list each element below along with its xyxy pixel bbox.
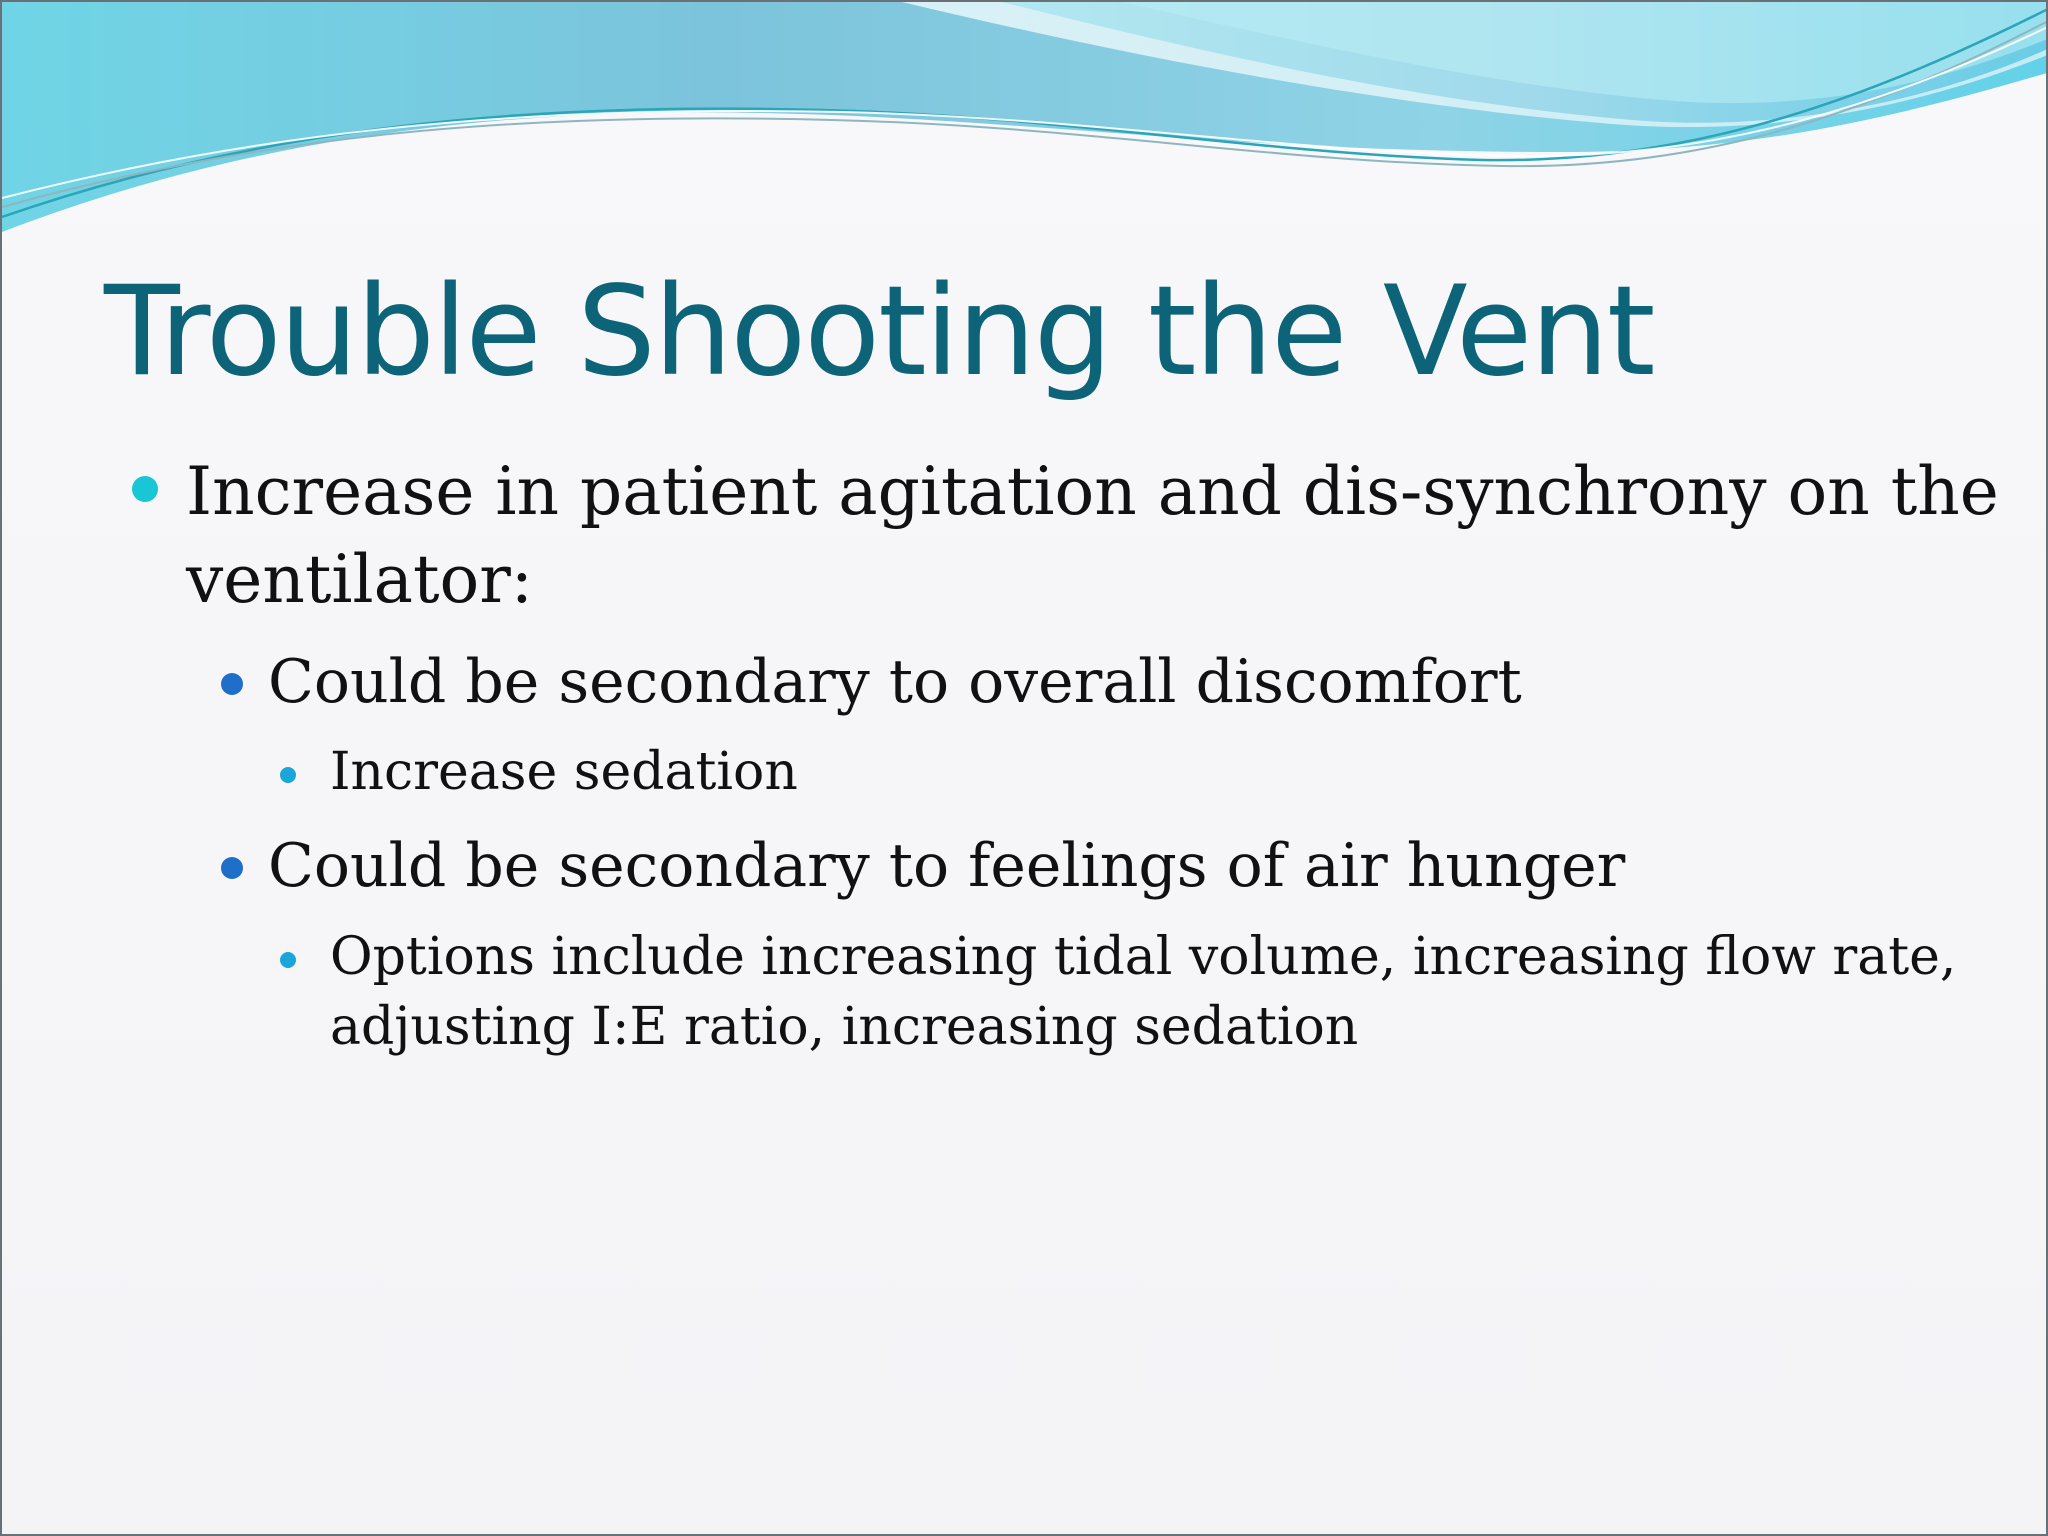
bullet-dot-level3 xyxy=(280,952,296,968)
bullet-dot-level3 xyxy=(280,767,296,783)
slide-title: Trouble Shooting the Vent xyxy=(104,260,1654,404)
bullet-text-level1-line2: ventilator: xyxy=(186,541,533,618)
bullet-text-level3-line1: Options include increasing tidal volume, increasing flow rate, xyxy=(330,927,1957,987)
bullet-dot-level1 xyxy=(132,476,158,502)
bullet-text-level3-line2: adjusting I:E ratio, increasing sedation xyxy=(330,997,1359,1057)
bullet-list xyxy=(2,2,2048,1536)
bullet-dot-level2 xyxy=(221,857,243,879)
bullet-text-level2: Could be secondary to overall discomfort xyxy=(268,647,1522,717)
bullet-text-level3: Increase sedation xyxy=(330,742,798,802)
bullet-text-level1-line1: Increase in patient agitation and dis-synchrony on the xyxy=(186,453,1999,530)
bullet-dot-level2 xyxy=(221,673,243,695)
bullet-text-level2: Could be secondary to feelings of air hunger xyxy=(268,831,1626,901)
